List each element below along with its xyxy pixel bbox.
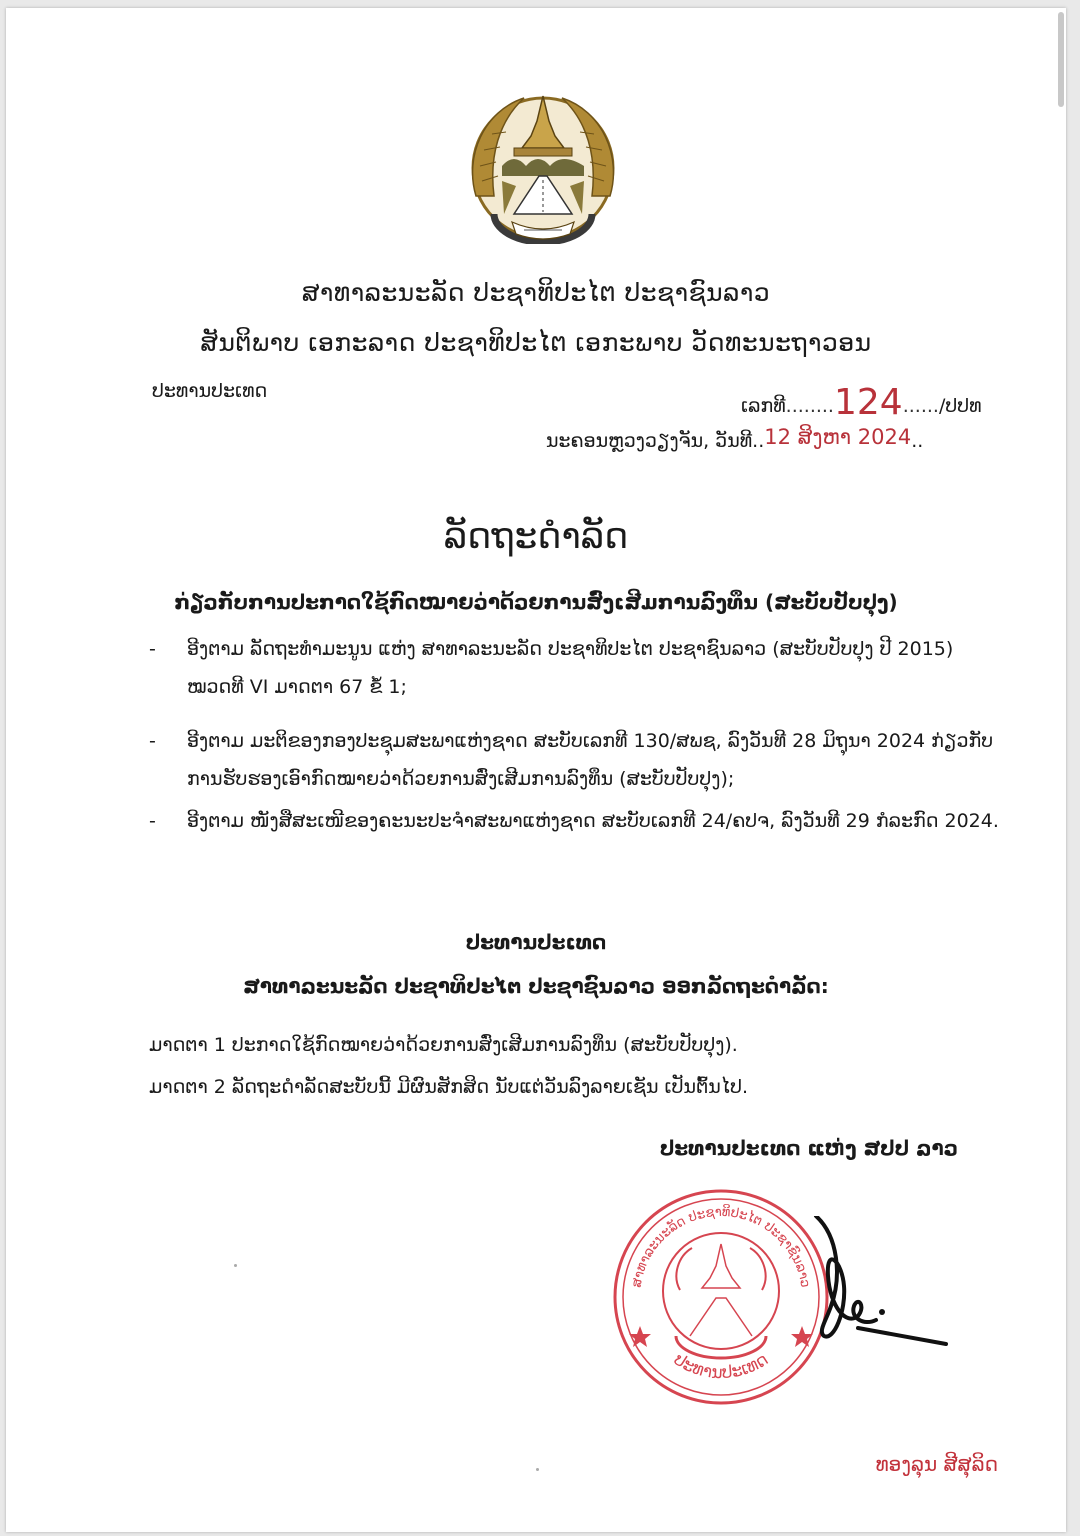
number-suffix: /ປປທ: [938, 395, 982, 417]
number-dots: ........: [785, 395, 834, 417]
document-page: [6, 8, 1066, 1532]
bullet-marker: -: [149, 810, 156, 832]
seal-text: ສາທາລະນະລັດ ປະຊາທິປະໄຕ ປະຊາຊົນລາວ: [629, 1204, 813, 1289]
handwritten-date: 12 ສິງຫາ 2024: [764, 425, 912, 449]
reference-item: ອີງຕາມ ມະຕິຂອງກອງປະຊຸມສະພາແຫ່ງຊາດ ສະບັບເລກທີ 130/ສພຊ, ລົງວັນທີ 28 ມິຖຸນາ 2024 ກ່ຽວກັບການຮັບຮອງເອົາກົດໝາຍວ່າດ້ວຍການສົ່ງເສີມການລົງທຶນ (ສະບັບປັບປຸງ);: [187, 730, 994, 790]
scrollbar-thumb[interactable]: [1058, 12, 1064, 107]
issuer-label: ປະທານປະເທດ: [152, 380, 268, 402]
signatory-name: ທອງລຸນ ສີສຸລິດ: [875, 1452, 998, 1476]
republic-name: ສາທາລະນະລັດ ປະຊາທິປະໄຕ ປະຊາຊົນລາວ: [301, 278, 771, 307]
national-motto: ສັນຕິພາບ ເອກະລາດ ປະຊາທິປະໄຕ ເອກະພາບ ວັດທະນະຖາວອນ: [200, 328, 872, 357]
scan-speck: [536, 1468, 539, 1471]
scan-speck: [234, 1264, 237, 1267]
decree-issuer-statement: ສາທາລະນະລັດ ປະຊາທິປະໄຕ ປະຊາຊົນລາວ ອອກລັດຖະດຳລັດ:: [243, 974, 829, 998]
bullet-marker: -: [149, 638, 156, 660]
date-dots: ..: [752, 430, 765, 452]
reference-item: ອີງຕາມ ລັດຖະທຳມະນູນ ແຫ່ງ ສາທາລະນະລັດ ປະຊາທິປະໄຕ ປະຊາຊົນລາວ (ສະບັບປັບປຸງ ປີ 2015) ໝວດທີ VI ມາດຕາ 67 ຂໍ້ 1;: [187, 638, 954, 698]
signatory-title: ປະທານປະເທດ ແຫ່ງ ສປປ ລາວ: [659, 1136, 958, 1160]
number-prefix: ເລກທີ: [741, 395, 786, 417]
decree-number: [741, 380, 982, 421]
national-emblem-icon: [454, 86, 632, 244]
article-2: ມາດຕາ 2 ລັດຖະດຳລັດສະບັບນີ້ ມີຜົນສັກສິດ ນັບແຕ່ວັນລົງລາຍເຊັນ ເປັນຕົ້ນໄປ.: [149, 1076, 749, 1098]
reference-item: ອີງຕາມ ໜັງສືສະເໜີຂອງຄະນະປະຈຳສະພາແຫ່ງຊາດ ສະບັບເລກທີ 24/ຄປຈ, ລົງວັນທີ 29 ກໍລະກົດ 2024.: [187, 810, 999, 832]
seal-bottom-text: ປະທານປະເທດ: [669, 1349, 772, 1384]
decree-issuer-title: ປະທານປະເທດ: [465, 930, 607, 954]
article-1: ມາດຕາ 1 ປະກາດໃຊ້ກົດໝາຍວ່າດ້ວຍການສົ່ງເສີມການລົງທຶນ (ສະບັບປັບປຸງ).: [149, 1034, 738, 1056]
bullet-marker: -: [149, 730, 156, 752]
document-subtitle: ກ່ຽວກັບການປະກາດໃຊ້ກົດໝາຍວ່າດ້ວຍການສົ່ງເສີມການລົງທຶນ (ສະບັບປັບປຸງ): [174, 590, 898, 614]
handwritten-signature: [786, 1216, 956, 1351]
place-prefix: ນະຄອນຫຼວງວຽງຈັນ, ວັນທີ: [546, 430, 753, 452]
handwritten-number: 124: [833, 382, 903, 423]
place-and-date: [546, 425, 924, 452]
number-dots-after: ......: [902, 395, 939, 417]
date-trailing: ..: [911, 430, 924, 452]
document-title: ລັດຖະດຳລັດ: [443, 516, 629, 557]
